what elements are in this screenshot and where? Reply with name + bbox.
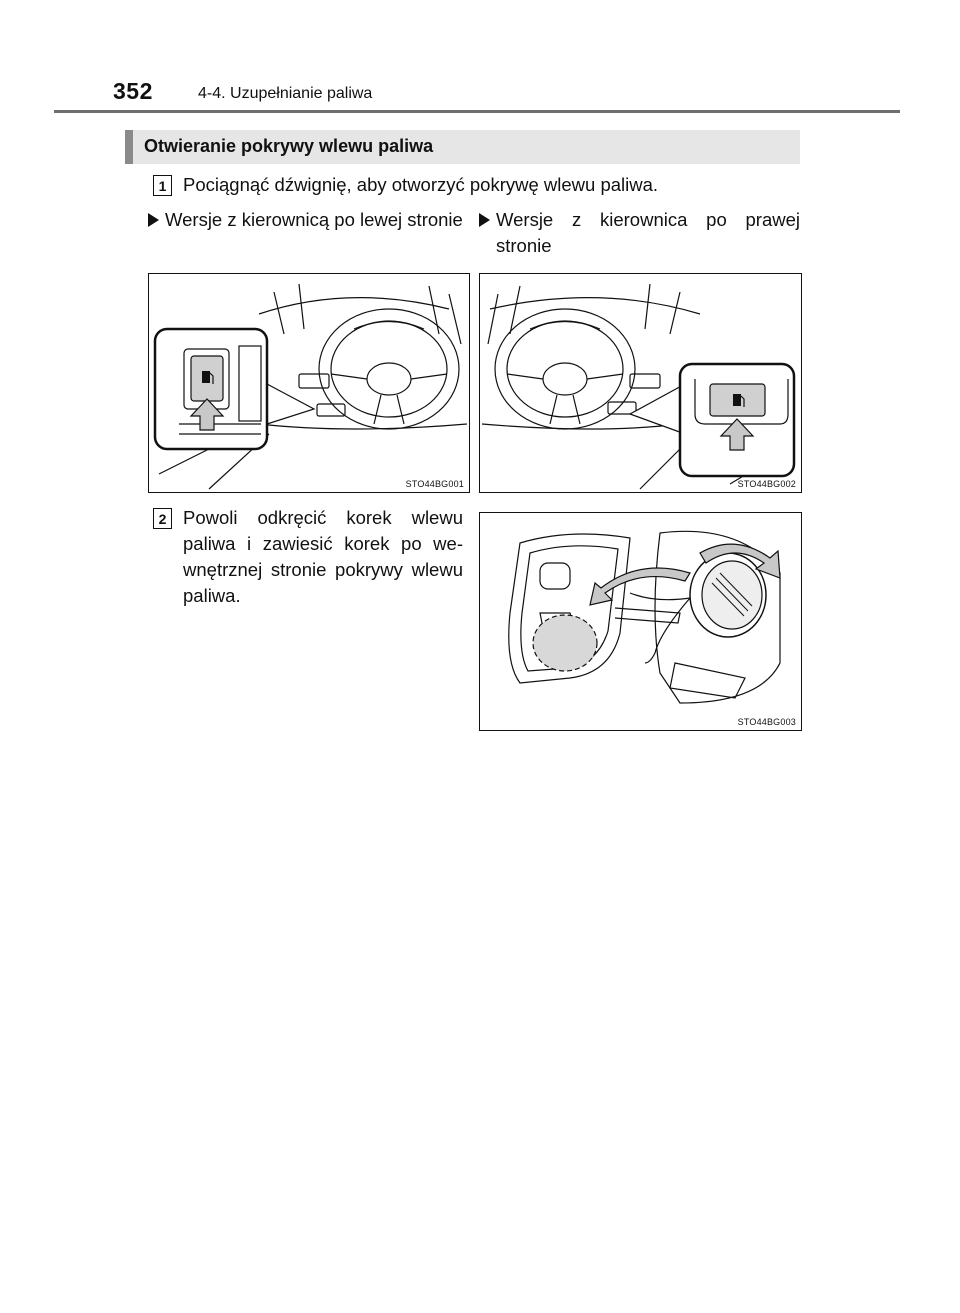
section-heading [125, 130, 800, 164]
page-number: 352 [113, 78, 153, 104]
variant-left-label: Wersje z kierownicą po lewej stronie [165, 209, 463, 230]
lhd-dashboard-illustration [149, 274, 469, 492]
figure-fuel-cap [479, 512, 802, 731]
fuel-cap-illustration [480, 513, 801, 730]
header-divider [54, 110, 900, 113]
figure-code: STO44BG003 [737, 717, 796, 727]
variant-left-hand-drive [148, 207, 468, 233]
figure-code: STO44BG002 [737, 479, 796, 489]
triangle-bullet-icon [479, 213, 490, 227]
section-title: Otwieranie pokrywy wlewu paliwa [144, 136, 434, 156]
step-number-2: 2 [153, 508, 172, 529]
step-2-text: Powoli odkręcić korek wlewu paliwa i zawiesić korek po we-wnętrznej stronie pokrywy wlewu paliwa. [183, 507, 463, 606]
figure-rhd-dashboard [479, 273, 802, 493]
step-1-text: Pociągnąć dźwignię, aby otworzyć pokrywę wlewu paliwa. [183, 174, 659, 195]
section-heading-accent [125, 130, 133, 164]
triangle-bullet-icon [148, 213, 159, 227]
variant-right-label: Wersje z kierownica po prawej stronie [496, 209, 800, 256]
variant-right-hand-drive [479, 207, 800, 259]
rhd-dashboard-illustration [480, 274, 801, 492]
figure-lhd-dashboard [148, 273, 470, 493]
chapter-title: 4-4. Uzupełnianie paliwa [198, 85, 373, 102]
step-number-1: 1 [153, 175, 172, 196]
figure-code: STO44BG001 [405, 479, 464, 489]
